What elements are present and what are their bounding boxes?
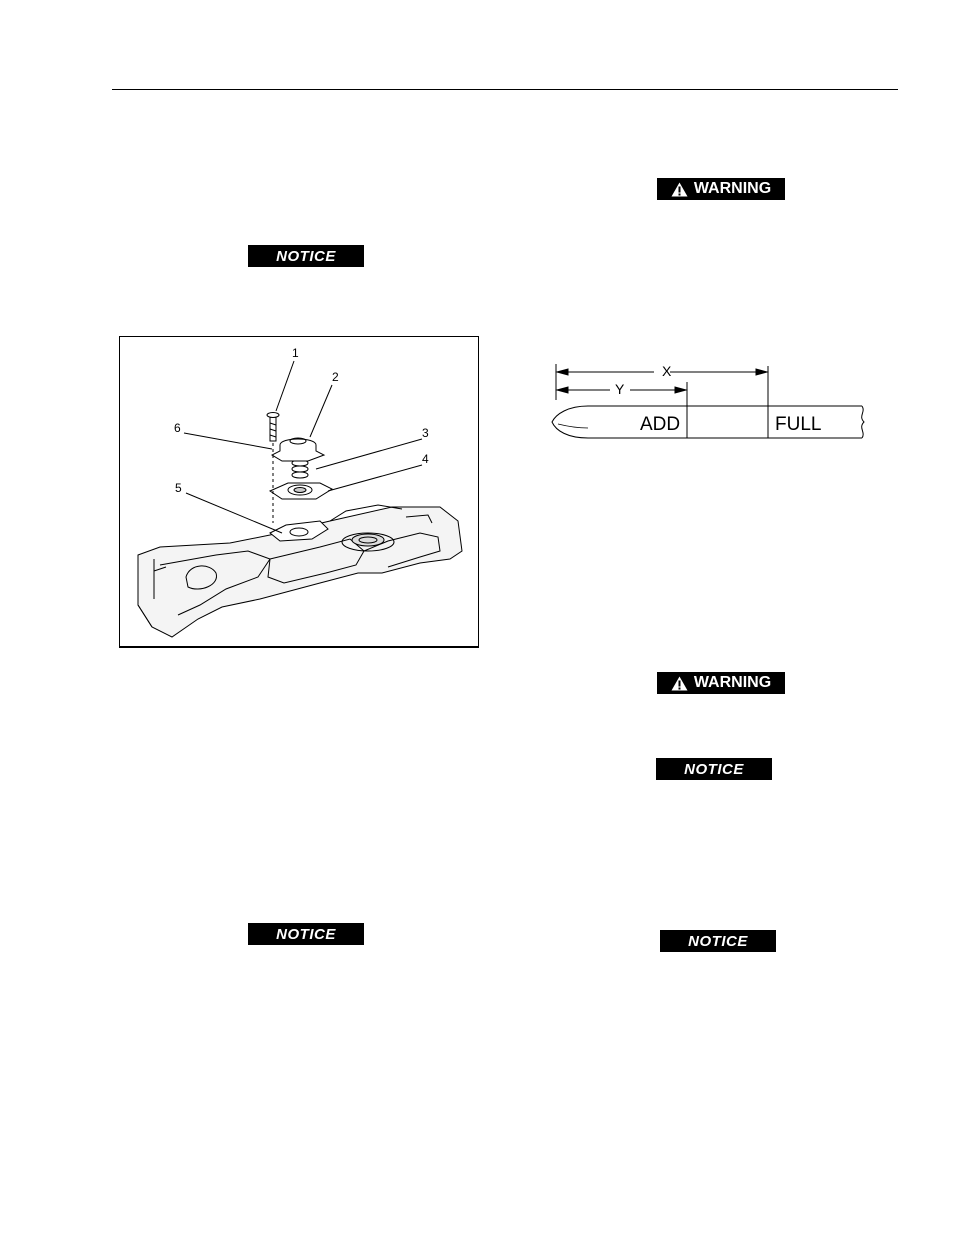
warning-label: WARNING	[693, 674, 772, 691]
callout-labels	[174, 346, 429, 495]
notice-label: NOTICE	[688, 932, 748, 950]
header-rule	[112, 89, 898, 90]
notice-badge	[248, 923, 364, 945]
warning-badge	[657, 672, 785, 694]
notice-badge	[248, 245, 364, 267]
parts-illustration	[119, 336, 479, 648]
warning-triangle-icon	[671, 676, 688, 691]
warning-badge	[657, 178, 785, 200]
callout-3: 3	[422, 426, 429, 440]
dipstick-illustration	[548, 358, 868, 450]
notice-badge	[660, 930, 776, 952]
callout-1: 1	[292, 346, 299, 360]
notice-label: NOTICE	[276, 925, 336, 943]
callout-4: 4	[422, 452, 429, 466]
callout-6: 6	[174, 421, 181, 435]
warning-triangle-icon	[671, 182, 688, 197]
warning-label: WARNING	[693, 180, 772, 197]
callout-5: 5	[175, 481, 182, 495]
add-mark-label: ADD	[640, 414, 681, 435]
notice-label: NOTICE	[684, 760, 744, 778]
dim-x-label: X	[662, 363, 672, 379]
callout-2: 2	[332, 370, 339, 384]
notice-badge	[656, 758, 772, 780]
full-mark-label: FULL	[775, 414, 822, 435]
dim-y-label: Y	[615, 381, 625, 397]
notice-label: NOTICE	[276, 247, 336, 265]
